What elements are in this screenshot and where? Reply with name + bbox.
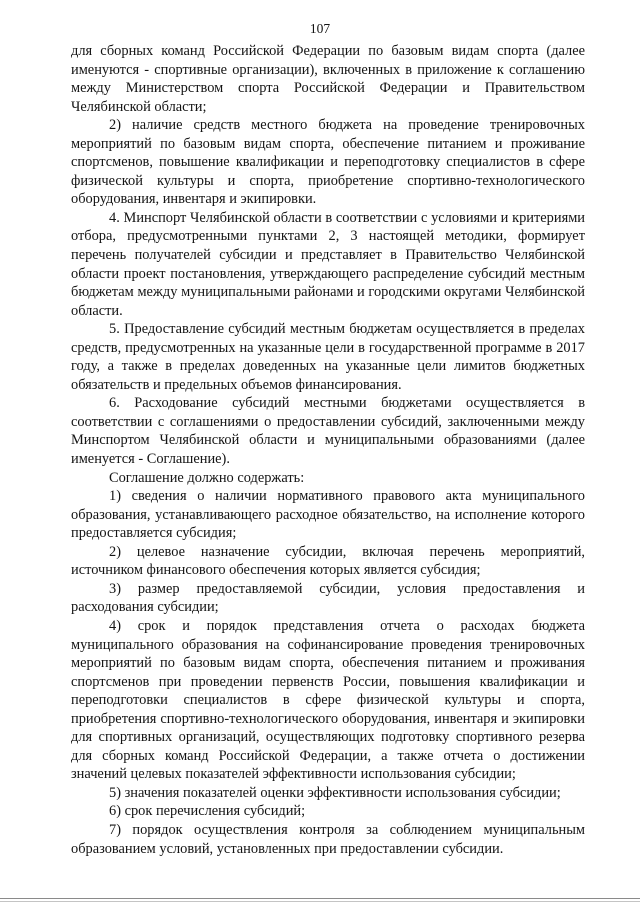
list-item-3: 3) размер предоставляемой субсидии, условия предоставления и расходования субсидии; xyxy=(71,580,585,616)
paragraph-agreement-intro: Соглашение должно содержать: xyxy=(109,469,305,486)
paragraph-item-5: 5. Предоставление субсидий местным бюджетам осуществляется в пределах средств, предусмотренных на указанные цели в государственной программе в 2017 году, а также в пределах доведенных на указанные цели лимитов бюджетных обязательств и предельных объемов финансирования. xyxy=(71,321,585,393)
paragraph-condition-2: 2) наличие средств местного бюджета на проведение тренировочных мероприятий по базовым видам спорта, обеспечение питанием и проживание спортсменов, повышение квалификации и переподготовку специалистов в сфере физической культуры и спорта, приобретение спортивно-технологического оборудования, инвентаря и экипировки. xyxy=(71,117,585,208)
bottom-scan-rule xyxy=(0,898,640,899)
bottom-scan-rule-secondary xyxy=(0,901,640,902)
list-item-2: 2) целевое назначение субсидии, включая перечень мероприятий, источником финансового обеспечения которых является субсидия; xyxy=(71,543,585,579)
list-item-7: 7) порядок осуществления контроля за соблюдением муниципальным образованием условий, установленных при предоставлении субсидии. xyxy=(71,821,585,857)
list-item-5: 5) значения показателей оценки эффективности использования субсидии; xyxy=(109,784,561,801)
body-text xyxy=(71,42,585,858)
paragraph-item-6: 6. Расходование субсидий местными бюджетами осуществляется в соответствии с соглашениями о предоставлении субсидий, заключенными между Минспортом Челябинской области и муниципальными образованиями (далее именуется - Соглашение). xyxy=(71,395,585,468)
list-item-6: 6) срок перечисления субсидий; xyxy=(109,803,306,820)
list-item-1: 1) сведения о наличии нормативного правового акта муниципального образования, устанавливающего расходное обязательство, на исполнение которого предоставляется субсидия; xyxy=(71,488,585,542)
paragraph-continuation: для сборных команд Российской Федерации по базовым видам спорта (далее именуются - спортивные организации), включенных в приложение к соглашению между Министерством спорта Российской Федерации и Правительством Челябинской области; xyxy=(71,43,585,115)
paragraph-item-4: 4. Минспорт Челябинской области в соответствии с условиями и критериями отбора, предусмотренными пунктами 2, 3 настоящей методики, формирует перечень получателей субсидии и представляет в Правительство Челябинской области проект постановления, утверждающего распределение субсидий местным бюджетам между муниципальными районами и городскими округами Челябинской области. xyxy=(71,209,585,319)
list-item-4: 4) срок и порядок представления отчета о расходах бюджета муниципального образования на софинансирование проведения тренировочных мероприятий по базовым видам спорта, обеспечения питанием и проживания спортсменов при проведении первенств России, повышения квалификации и переподготовки специалистов в сфере физической культуры и спорта, приобретения спортивно-технологического оборудования, инвентаря и экипировки для спортивных организаций, осуществляющих подготовку спортивного резерва для сборных команд Российской Федерации, а также отчета о достижении значений целевых показателей эффективности использования субсидии; xyxy=(71,617,585,783)
page-number: 107 xyxy=(309,21,331,36)
